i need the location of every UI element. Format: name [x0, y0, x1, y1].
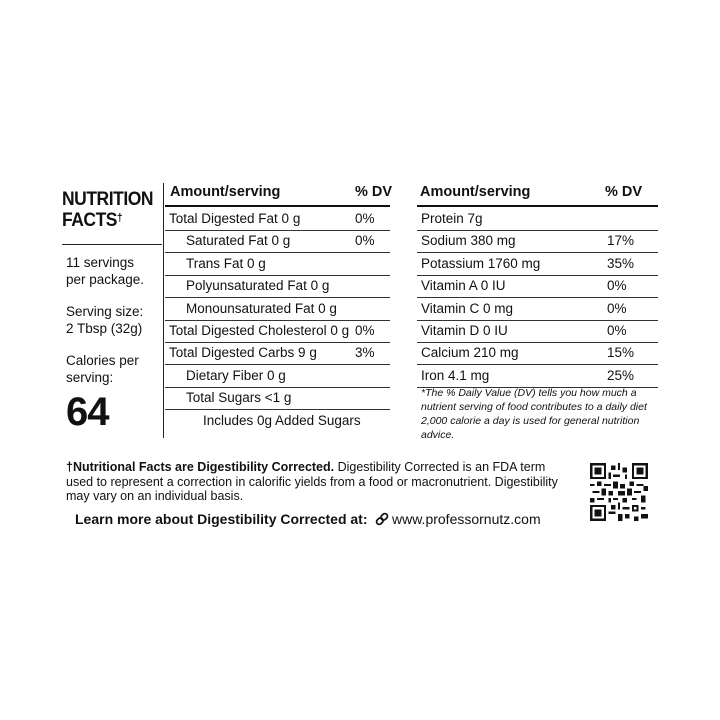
table-row — [417, 342, 658, 365]
website-url[interactable]: www.professornutz.com — [392, 511, 541, 527]
right-dv-header: % DV — [605, 184, 643, 200]
serving-size: Serving size: 2 Tbsp (32g) — [66, 304, 144, 336]
table-row — [165, 320, 390, 343]
nutrient-dv: 25% — [607, 367, 635, 383]
nutrient-dv: 0% — [607, 278, 627, 294]
dagger-symbol: † — [66, 460, 73, 474]
table-row — [165, 208, 390, 231]
digestibility-note-bold: Nutritional Facts are Digestibility Corrected. — [72, 460, 335, 474]
title-line-2: FACTS† — [62, 210, 123, 231]
nutrient-label: Trans Fat 0 g — [186, 255, 266, 271]
title-divider — [62, 244, 162, 245]
nutrient-label: Iron 4.1 mg — [421, 367, 490, 383]
nutrient-dv: 17% — [607, 233, 635, 249]
left-dv-header: % DV — [355, 184, 393, 200]
nutrient-label: Saturated Fat 0 g — [186, 233, 291, 249]
table-row — [417, 320, 658, 343]
nutrient-label: Total Digested Carbs 9 g — [169, 345, 317, 361]
nutrient-label: Vitamin A 0 IU — [421, 278, 506, 294]
nutrient-dv: 0% — [355, 211, 375, 226]
nutrient-label: Total Digested Cholesterol 0 g — [169, 323, 350, 338]
nutrient-label: Vitamin C 0 mg — [421, 300, 514, 316]
nutrient-label: Protein 7g — [421, 211, 483, 226]
title-line-1: NUTRITION — [62, 189, 154, 210]
table-row — [417, 253, 658, 276]
nutrient-label: Total Sugars <1 g — [186, 390, 292, 406]
table-row — [417, 298, 658, 321]
right-amount-header: Amount/serving — [420, 184, 531, 200]
table-row — [417, 365, 658, 388]
dagger-mark: † — [116, 212, 123, 224]
website-link[interactable] — [375, 511, 541, 527]
table-row — [417, 275, 658, 298]
nutrient-dv: 15% — [607, 345, 635, 361]
nutrient-dv: 0% — [355, 323, 375, 338]
nutrient-label: Sodium 380 mg — [421, 233, 516, 249]
nutrient-label: Vitamin D 0 IU — [421, 323, 508, 338]
table-row — [165, 387, 390, 410]
panel-divider — [163, 183, 164, 438]
nutrient-label: Polyunsaturated Fat 0 g — [186, 278, 330, 294]
table-row — [165, 298, 390, 321]
calories-label: Calories per serving: — [66, 353, 139, 385]
servings-per-package: 11 servings per package. — [66, 255, 145, 287]
nutrient-label: Includes 0g Added Sugars — [203, 412, 361, 428]
nutrient-label: Calcium 210 mg — [421, 345, 519, 361]
nutrient-label: Dietary Fiber 0 g — [186, 367, 286, 383]
left-header-rule — [165, 205, 390, 207]
link-icon — [375, 512, 389, 526]
nutrient-dv: 0% — [607, 300, 627, 316]
nutrient-label: Potassium 1760 mg — [421, 255, 541, 271]
table-row — [417, 208, 658, 231]
nutrient-dv: 3% — [355, 345, 375, 361]
table-row — [165, 410, 390, 432]
table-row — [165, 275, 390, 298]
table-row — [165, 253, 390, 276]
right-header-rule — [417, 205, 658, 207]
table-row — [165, 342, 390, 365]
nutrient-dv: 35% — [607, 255, 635, 271]
digestibility-note-text: Digestibility Corrected is an FDA term used to represent a correction in calorific yields from a food or macronutrient. Digestibility may vary on an individual basis. — [66, 460, 558, 503]
nutrition-facts-title — [62, 189, 154, 231]
dv-footnote: *The % Daily Value (DV) tells you how much a nutrient serving of food contributes to a daily diet 2,000 calorie a day is used for general nutrition advice. — [421, 387, 647, 441]
nutrient-label: Monounsaturated Fat 0 g — [186, 300, 337, 316]
table-row — [417, 230, 658, 253]
table-row — [165, 365, 390, 388]
left-amount-header: Amount/serving — [170, 184, 281, 200]
nutrient-dv: 0% — [607, 323, 627, 338]
qr-code-icon[interactable] — [590, 463, 648, 521]
digestibility-note — [66, 460, 566, 504]
nutrient-dv: 0% — [355, 233, 375, 249]
table-row — [165, 230, 390, 253]
learn-more-label: Learn more about Digestibility Corrected at: — [75, 511, 368, 527]
nutrient-label: Total Digested Fat 0 g — [169, 211, 301, 226]
calories-value: 64 — [66, 390, 109, 434]
